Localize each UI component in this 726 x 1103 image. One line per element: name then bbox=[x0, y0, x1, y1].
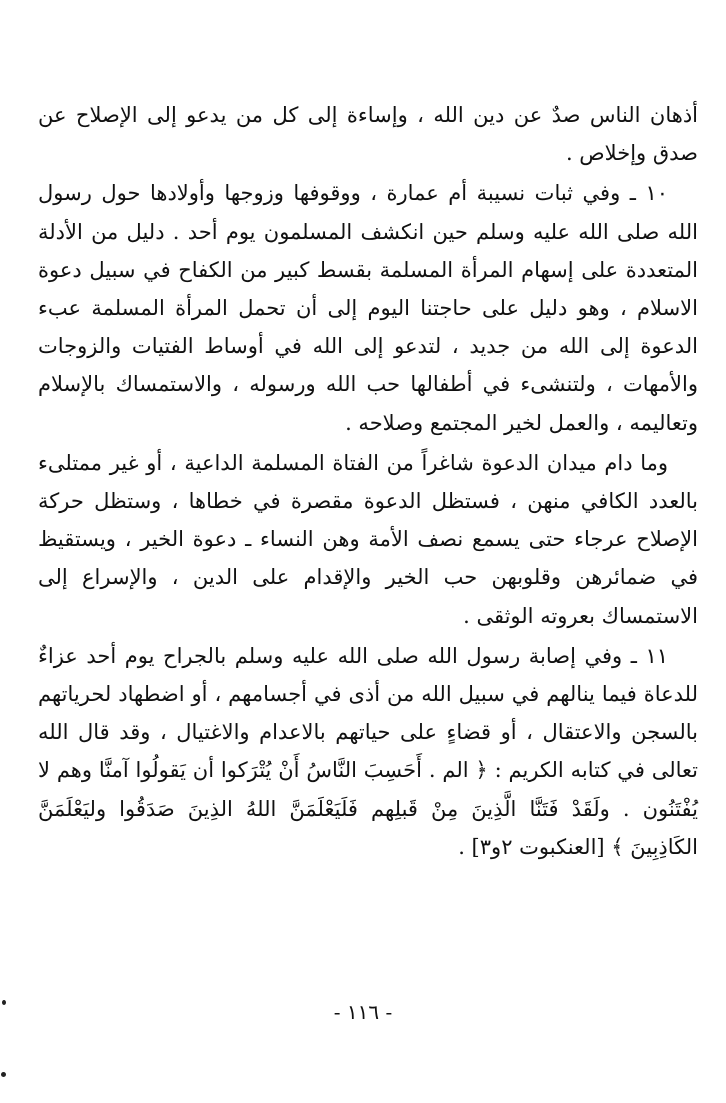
paragraph-4: ١١ ـ وفي إصابة رسول الله صلى الله عليه وسلم بالجراح يوم أحد عزاءٌ للدعاة فيما ينالهم في سبيل الله من أذى في أجسامهم ، أو اضطهاد لحرياتهم بالسجن والاعتقال ، أو قضاءٍ على حياتهم بالاعدام والاغتيال ، وقد قال الله تعالى في كتابه الكريم : ﴿ الم . أَحَسِبَ النَّاسُ أَنْ يُتْرَكوا أن يَقولُوا آمنَّا وهم لا يُفْتَنُون . ولَقَدْ فَتَنَّا الَّذِينَ مِنْ قَبلِهم فَلَيَعْلَمَنَّ اللهُ الذِينَ صَدَقُوا وليَعْلَمَنَّ الكَاذِبِينَ ﴾ [العنكبوت ٢و٣] . bbox=[38, 643, 698, 859]
paragraph-3: وما دام ميدان الدعوة شاغراً من الفتاة المسلمة الداعية ، أو غير ممتلىء بالعدد الكافي منهن ، فستظل الدعوة مقصرة في خطاها ، وستظل حركة الإصلاح عرجاء حتى يسمع نصف الأمة وهن النساء ـ دعوة الخير ، ويستقيظ في ضمائرهن وقلوبهن حب الخير والإقدام على الدين ، والإسراع إلى الاستمساك بعروته الوثقى . bbox=[38, 450, 698, 628]
paragraph-1: أذهان الناس صدٌ عن دين الله ، وإساءة إلى كل من يدعو إلى الإصلاح عن صدق وإخلاص . bbox=[38, 103, 698, 166]
scan-speck bbox=[2, 1000, 6, 1005]
paragraph-2: ١٠ ـ وفي ثبات نسيبة أم عمارة ، ووقوفها وزوجها وأولادها حول رسول الله صلى الله عليه وسلم حين انكشف المسلمون يوم أحد . دليل من الأدلة المتعددة على إسهام المرأة المسلمة بقسط كبير من الكفاح في سبيل دعوة الاسلام ، وهو دليل على حاجتنا اليوم إلى أن تحمل المرأة المسلمة عبء الدعوة إلى الله من جديد ، لتدعو إلى الله في أوساط الفتيات والزوجات والأمهات ، ولتنشىء في أطفالها حب الله ورسوله ، والاستمساك بالإسلام وتعاليمه ، والعمل لخير المجتمع وصلاحه . bbox=[38, 181, 698, 435]
page-number: - ١١٦ - bbox=[333, 1000, 393, 1024]
scan-speck bbox=[1, 1072, 6, 1077]
body-text bbox=[38, 96, 698, 866]
